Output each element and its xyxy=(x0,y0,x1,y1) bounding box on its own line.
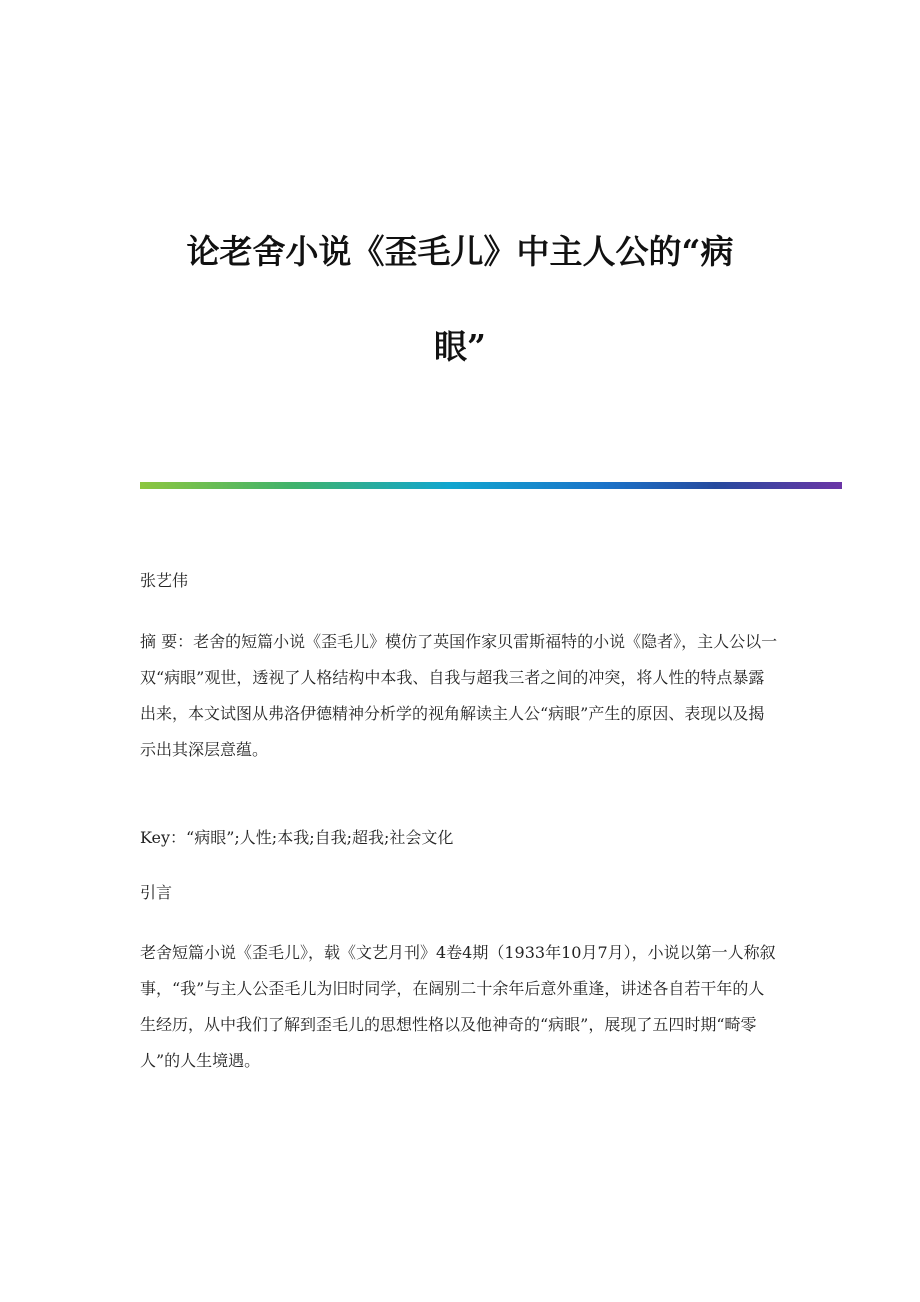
keywords-text: “病眼”;人性;本我;自我;超我;社会文化 xyxy=(186,828,454,847)
abstract xyxy=(140,624,780,768)
section-heading: 引言 xyxy=(140,883,173,902)
abstract-label: 摘 要： xyxy=(140,632,194,651)
title-line-2: 眼” xyxy=(434,327,486,367)
body-paragraph: 老舍短篇小说《歪毛儿》，载《文艺月刊》4卷4期（1933年10月7月），小说以第一人称叙事，“我”与主人公歪毛儿为旧时同学，在阔别二十余年后意外重逢，讲述各自若干年的人生经历，从中我们了解到歪毛儿的思想性格以及他神奇的“病眼”，展现了五四时期“畸零人”的人生境遇。 xyxy=(140,943,776,1070)
document-title xyxy=(120,227,800,372)
title-divider xyxy=(140,482,842,489)
abstract-text: 老舍的短篇小说《歪毛儿》模仿了英国作家贝雷斯福特的小说《隐者》，主人公以一双“病眼”观世，透视了人格结构中本我、自我与超我三者之间的冲突，将人性的特点暴露出来，本文试图从弗洛伊德精神分析学的视角解读主人公“病眼”产生的原因、表现以及揭示出其深层意蕴。 xyxy=(140,632,778,759)
title-line-1: 论老舍小说《歪毛儿》中主人公的“病 xyxy=(186,232,734,272)
keywords xyxy=(140,825,453,848)
keywords-label: Key： xyxy=(140,828,187,847)
author-name: 张艺伟 xyxy=(140,571,189,590)
